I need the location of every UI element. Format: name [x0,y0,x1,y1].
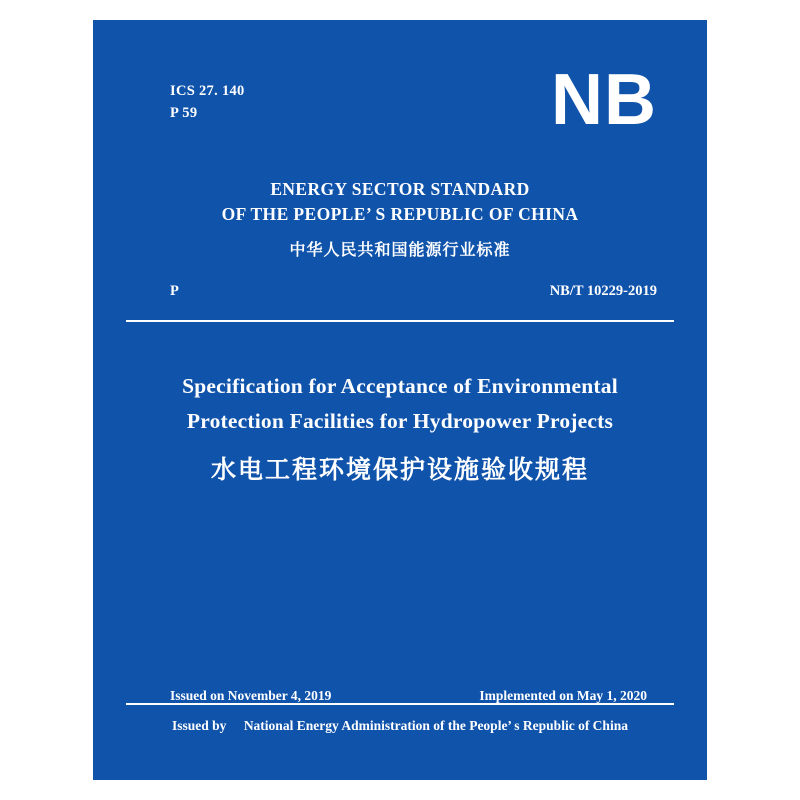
title-en-line2: Protection Facilities for Hydropower Projects [186,408,614,433]
standard-heading-chinese: 中华人民共和国能源行业标准 [289,239,511,259]
category-letter: P [170,283,179,299]
issued-date: Issued on November 4, 2019 [170,688,332,703]
title-block [93,369,707,486]
standard-heading-line2: OF THE PEOPLE’ S REPUBLIC OF CHINA [221,204,579,225]
divider-top [126,320,674,322]
implemented-date: Implemented on May 1, 2020 [479,688,647,703]
standard-heading-line1: ENERGY SECTOR STANDARD [270,179,530,199]
standard-code-row [170,283,657,300]
title-en-line1: Specification for Acceptance of Environmental [182,374,618,398]
standard-number: NB/T 10229-2019 [549,283,657,299]
title-zh: 水电工程环境保护设施验收规程 [210,454,589,484]
issued-by-org: National Energy Administration of the People’ s Republic of China [243,718,628,733]
classification-code: P 59 [170,105,198,122]
issuer-row [93,718,707,734]
dates-row [170,688,647,704]
nb-logo: NB [551,60,657,140]
issued-by-label: Issued by [172,718,227,733]
ics-code: ICS 27. 140 [170,83,245,99]
classification-codes [170,80,245,125]
standard-heading [93,177,707,260]
divider-bottom [126,703,674,705]
standard-cover [93,20,707,780]
